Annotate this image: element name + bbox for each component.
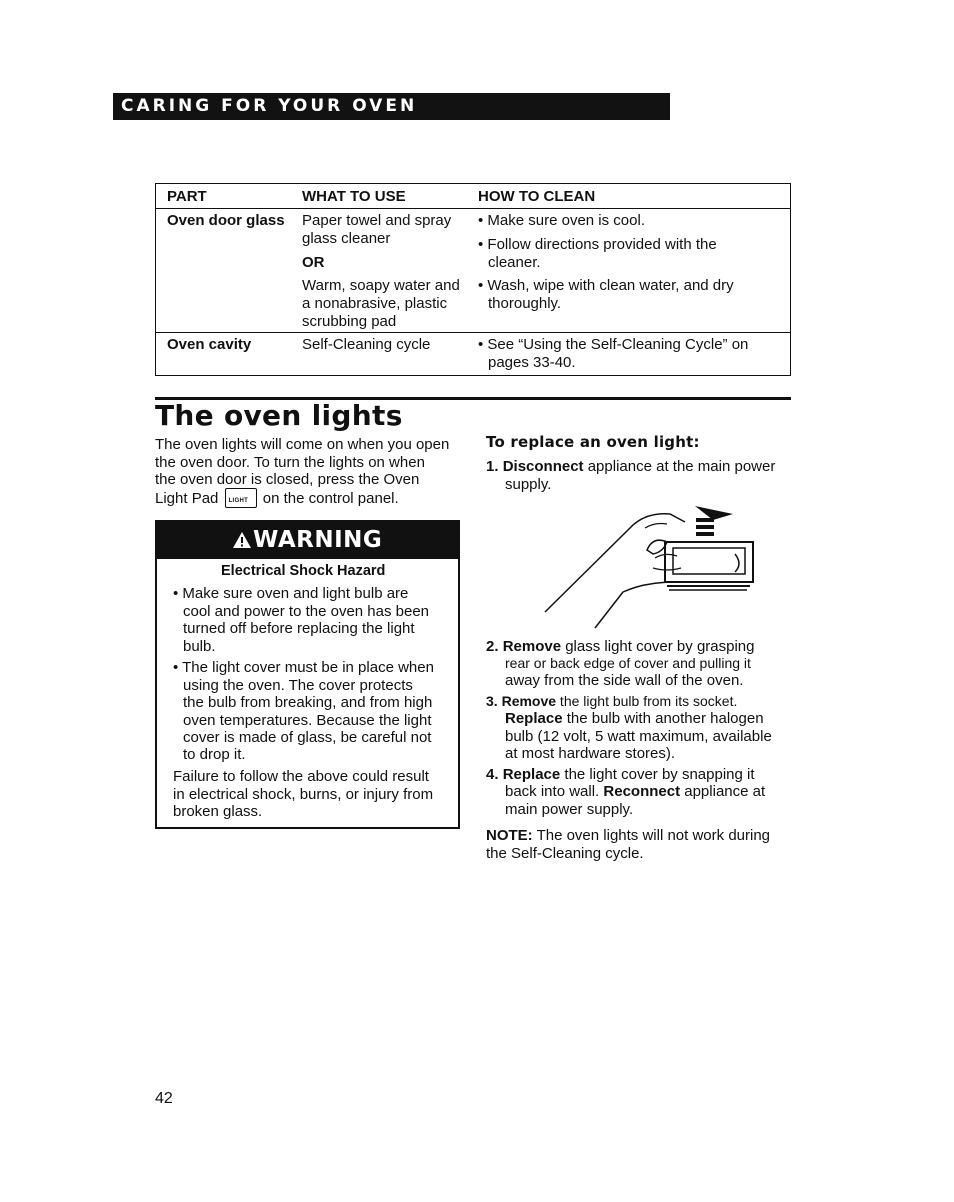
- warning-title: WARNING: [253, 527, 383, 553]
- note-label: NOTE:: [486, 827, 533, 844]
- step-verb: Replace: [502, 766, 561, 783]
- step-number: 3.: [486, 693, 498, 709]
- step-text: the bulb with another halogen: [562, 710, 764, 727]
- intro-text: on the control panel.: [262, 490, 399, 507]
- step-4-line: main power supply.: [505, 801, 634, 818]
- row-how-line: thoroughly.: [488, 295, 562, 312]
- section-banner: [113, 93, 670, 120]
- warning-line: broken glass.: [173, 803, 263, 820]
- row-how-line: • Follow directions provided with the: [478, 236, 717, 253]
- row-use-line: Warm, soapy water and: [302, 277, 460, 294]
- section-title: CARING FOR YOUR OVEN: [121, 96, 418, 116]
- warning-line: cover is made of glass, be careful not: [183, 729, 432, 746]
- warning-box: [155, 520, 460, 829]
- note: [486, 827, 770, 845]
- warning-subtitle: Electrical Shock Hazard: [221, 563, 386, 579]
- warning-line: oven temperatures. Because the light: [183, 712, 432, 729]
- step-number: 1.: [486, 458, 499, 475]
- step-3: [486, 693, 737, 711]
- warning-line: cool and power to the oven has been: [183, 603, 430, 620]
- warning-line: to drop it.: [183, 746, 246, 763]
- step-verb: Remove: [501, 693, 557, 709]
- warning-line: turned off before replacing the light: [183, 620, 415, 637]
- step-3-line: [505, 710, 764, 728]
- step-4-line: [505, 783, 765, 801]
- or-label: OR: [302, 254, 325, 271]
- step-verb: Reconnect: [603, 783, 681, 800]
- step-verb: Remove: [502, 638, 562, 655]
- intro-text: Light Pad: [155, 490, 219, 507]
- step-text: the light cover by snapping it: [560, 766, 755, 783]
- row-use-line: scrubbing pad: [302, 313, 397, 330]
- note-text: The oven lights will not work during: [532, 827, 771, 844]
- intro-line: [155, 488, 399, 508]
- step-4: [486, 766, 755, 784]
- row-use-line: Self-Cleaning cycle: [302, 336, 431, 353]
- warning-line: • Make sure oven and light bulb are: [173, 585, 409, 602]
- row-how-line: • See “Using the Self-Cleaning Cycle” on: [478, 336, 749, 353]
- section-heading: The oven lights: [155, 399, 403, 432]
- row-part: Oven cavity: [167, 336, 252, 353]
- col-header-what-to-use: WHAT TO USE: [302, 188, 406, 205]
- col-header-part: PART: [167, 188, 207, 205]
- note-line: the Self-Cleaning cycle.: [486, 845, 644, 862]
- step-text: appliance at: [680, 783, 766, 800]
- col-header-how-to-clean: HOW TO CLEAN: [478, 188, 596, 205]
- row-use-line: a nonabrasive, plastic: [302, 295, 448, 312]
- step-text: the light bulb from its socket.: [556, 693, 738, 709]
- step-3-line: bulb (12 volt, 5 watt maximum, available: [505, 728, 772, 745]
- warning-header: [157, 522, 458, 559]
- warning-line: using the oven. The cover protects: [183, 677, 413, 694]
- step-1: [486, 458, 775, 476]
- replace-heading: To replace an oven light:: [486, 433, 700, 451]
- row-use-line: glass cleaner: [302, 230, 391, 247]
- light-cover-illustration: [535, 500, 765, 632]
- row-use-line: Paper towel and spray: [302, 212, 452, 229]
- step-1-line: supply.: [505, 476, 552, 493]
- warning-line: • The light cover must be in place when: [173, 659, 434, 676]
- intro-line: The oven lights will come on when you open: [155, 436, 450, 453]
- step-text: glass light cover by grasping: [561, 638, 755, 655]
- warning-line: in electrical shock, burns, or injury from: [173, 786, 434, 803]
- step-text: back into wall.: [505, 783, 604, 800]
- header-divider: [156, 208, 790, 209]
- step-text: appliance at the main power: [583, 458, 776, 475]
- step-2-line: rear or back edge of cover and pulling it: [505, 655, 751, 671]
- intro-line: the oven door. To turn the lights on when: [155, 454, 425, 471]
- step-2: [486, 638, 754, 656]
- cleaning-table: [155, 183, 791, 376]
- row-part: Oven door glass: [167, 212, 285, 229]
- page-number: 42: [155, 1090, 173, 1107]
- row-how-line: • Make sure oven is cool.: [478, 212, 645, 229]
- warning-triangle-icon: [232, 531, 252, 549]
- row-how-line: • Wash, wipe with clean water, and dry: [478, 277, 734, 294]
- step-verb: Disconnect: [502, 458, 584, 475]
- step-number: 4.: [486, 766, 499, 783]
- warning-line: Failure to follow the above could result: [173, 768, 429, 785]
- intro-line: the oven door is closed, press the Oven: [155, 471, 420, 488]
- light-pad-label: LIGHT: [228, 498, 249, 504]
- row-how-line: pages 33-40.: [488, 354, 576, 371]
- warning-line: the bulb from breaking, and from high: [183, 694, 433, 711]
- warning-line: bulb.: [183, 638, 216, 655]
- step-verb: Replace: [505, 710, 563, 727]
- step-3-line: at most hardware stores).: [505, 745, 676, 762]
- row-how-line: cleaner.: [488, 254, 541, 271]
- step-2-line: away from the side wall of the oven.: [505, 672, 744, 689]
- light-pad-icon: [225, 488, 257, 508]
- row-divider: [156, 332, 790, 333]
- step-number: 2.: [486, 638, 499, 655]
